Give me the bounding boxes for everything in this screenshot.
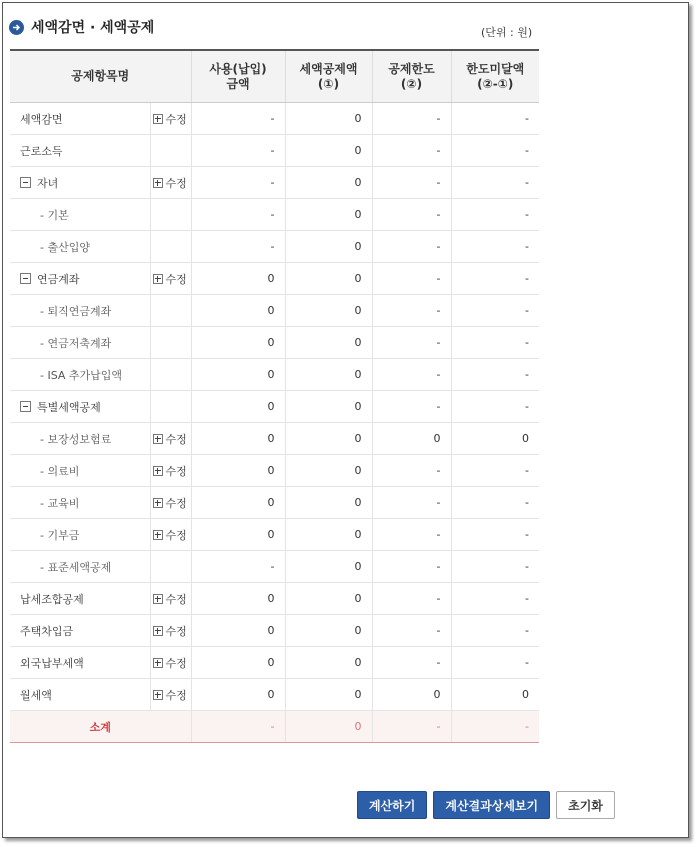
value-cell: 0 xyxy=(372,423,451,455)
edit-cell xyxy=(150,263,191,295)
value-cell: - xyxy=(451,231,539,263)
edit-label: 수정 xyxy=(165,496,187,510)
row-label xyxy=(10,135,150,167)
value-cell: - xyxy=(451,647,539,679)
value-cell: - xyxy=(451,615,539,647)
arrow-right-circle-icon xyxy=(9,20,24,35)
row-label xyxy=(10,455,150,487)
row-label-text: - 기부금 xyxy=(40,528,80,542)
plus-box-icon xyxy=(153,178,163,188)
value-cell: 0 xyxy=(285,263,372,295)
value-cell: 0 xyxy=(191,359,285,391)
value-cell: 0 xyxy=(285,359,372,391)
value-cell: - xyxy=(451,551,539,583)
row-label xyxy=(10,551,150,583)
edit-cell xyxy=(150,679,191,711)
subtotal-label: 소계 xyxy=(10,711,191,743)
row-label xyxy=(10,615,150,647)
edit-cell xyxy=(150,551,191,583)
value-cell: - xyxy=(372,583,451,615)
page-title: 세액감면 · 세액공제 xyxy=(31,20,155,36)
plus-box-icon xyxy=(153,114,163,124)
row-label-text: 특별세액공제 xyxy=(37,400,101,414)
edit-label: 수정 xyxy=(165,464,187,478)
value-cell: 0 xyxy=(191,455,285,487)
row-label-text: - 퇴직연금계좌 xyxy=(40,304,112,318)
edit-cell xyxy=(150,295,191,327)
value-cell: 0 xyxy=(285,647,372,679)
row-label xyxy=(10,199,150,231)
value-cell: 0 xyxy=(191,615,285,647)
edit-label: 수정 xyxy=(165,112,187,126)
value-cell: - xyxy=(372,455,451,487)
value-cell: 0 xyxy=(285,295,372,327)
row-label-text: 납세조합공제 xyxy=(20,592,84,606)
reset-button[interactable]: 초기화 xyxy=(556,791,615,819)
table-row xyxy=(10,103,539,135)
edit-cell xyxy=(150,391,191,423)
collapse-icon[interactable] xyxy=(20,401,31,412)
edit-button[interactable] xyxy=(153,687,187,703)
edit-cell xyxy=(150,359,191,391)
value-cell: - xyxy=(372,359,451,391)
value-cell: 0 xyxy=(285,391,372,423)
value-cell: - xyxy=(372,327,451,359)
value-cell: - xyxy=(372,487,451,519)
value-cell: - xyxy=(451,359,539,391)
value-cell: - xyxy=(191,231,285,263)
row-label-text: 연금계좌 xyxy=(37,272,80,286)
plus-box-icon xyxy=(153,274,163,284)
plus-box-icon xyxy=(153,690,163,700)
row-label xyxy=(10,359,150,391)
value-cell: 0 xyxy=(285,487,372,519)
value-cell: - xyxy=(451,487,539,519)
value-cell: 0 xyxy=(285,135,372,167)
plus-box-icon xyxy=(153,434,163,444)
edit-label: 수정 xyxy=(165,656,187,670)
value-cell: 0 xyxy=(285,167,372,199)
value-cell: 0 xyxy=(451,423,539,455)
edit-cell xyxy=(150,647,191,679)
value-cell: - xyxy=(451,391,539,423)
row-label-text: 월세액 xyxy=(20,688,52,702)
value-cell: - xyxy=(451,519,539,551)
edit-cell xyxy=(150,615,191,647)
value-cell: 0 xyxy=(285,199,372,231)
row-label-text: - 의료비 xyxy=(40,464,80,478)
row-label xyxy=(10,583,150,615)
value-cell: 0 xyxy=(191,327,285,359)
header-credit-limit: 공제한도 (②) xyxy=(372,50,451,103)
value-cell: - xyxy=(372,231,451,263)
row-label xyxy=(10,487,150,519)
edit-cell xyxy=(150,103,191,135)
row-label xyxy=(10,263,150,295)
subtotal-value: 0 xyxy=(285,711,372,743)
collapse-icon[interactable] xyxy=(20,177,31,188)
value-cell: - xyxy=(372,551,451,583)
edit-cell xyxy=(150,167,191,199)
table-row xyxy=(10,583,539,615)
value-cell: 0 xyxy=(191,647,285,679)
row-label xyxy=(10,327,150,359)
edit-button[interactable] xyxy=(153,431,187,447)
table-row xyxy=(10,551,539,583)
table-row xyxy=(10,359,539,391)
edit-label: 수정 xyxy=(165,176,187,190)
row-label xyxy=(10,647,150,679)
table-row xyxy=(10,423,539,455)
table-row xyxy=(10,263,539,295)
value-cell: 0 xyxy=(285,327,372,359)
edit-cell xyxy=(150,135,191,167)
value-cell: 0 xyxy=(285,615,372,647)
row-label-text: - ISA 추가납입액 xyxy=(40,368,123,382)
value-cell: - xyxy=(451,583,539,615)
value-cell: 0 xyxy=(191,423,285,455)
edit-cell xyxy=(150,327,191,359)
subtotal-value: - xyxy=(372,711,451,743)
value-cell: - xyxy=(451,167,539,199)
edit-label: 수정 xyxy=(165,592,187,606)
edit-cell xyxy=(150,455,191,487)
value-cell: - xyxy=(191,103,285,135)
calculate-button[interactable]: 계산하기 xyxy=(357,791,427,819)
row-label-text: 자녀 xyxy=(37,176,59,190)
value-cell: - xyxy=(191,167,285,199)
row-label-text: - 연금저축계좌 xyxy=(40,336,112,350)
row-label xyxy=(10,391,150,423)
value-cell: - xyxy=(372,295,451,327)
value-cell: - xyxy=(451,455,539,487)
value-cell: - xyxy=(451,135,539,167)
edit-button[interactable] xyxy=(153,463,187,479)
edit-cell xyxy=(150,199,191,231)
value-cell: 0 xyxy=(285,551,372,583)
edit-button[interactable] xyxy=(153,655,187,671)
row-label xyxy=(10,519,150,551)
row-label xyxy=(10,103,150,135)
value-cell: - xyxy=(372,519,451,551)
row-label xyxy=(10,679,150,711)
edit-label: 수정 xyxy=(165,528,187,542)
table-row xyxy=(10,135,539,167)
value-cell: 0 xyxy=(191,583,285,615)
edit-label: 수정 xyxy=(165,432,187,446)
value-cell: - xyxy=(372,263,451,295)
table-row xyxy=(10,167,539,199)
tax-credit-table xyxy=(10,49,539,743)
table-row xyxy=(10,455,539,487)
value-cell: 0 xyxy=(191,295,285,327)
section-header xyxy=(9,17,154,37)
table-row xyxy=(10,295,539,327)
value-cell: - xyxy=(372,647,451,679)
value-cell: - xyxy=(191,199,285,231)
value-cell: 0 xyxy=(285,455,372,487)
value-cell: - xyxy=(191,135,285,167)
value-cell: - xyxy=(372,135,451,167)
row-label-text: - 기본 xyxy=(40,208,69,222)
edit-label: 수정 xyxy=(165,624,187,638)
edit-button[interactable] xyxy=(153,527,187,543)
value-cell: - xyxy=(191,551,285,583)
row-label xyxy=(10,231,150,263)
action-buttons xyxy=(357,791,615,819)
collapse-icon[interactable] xyxy=(20,273,31,284)
value-cell: 0 xyxy=(285,231,372,263)
table-row xyxy=(10,391,539,423)
edit-button[interactable] xyxy=(153,591,187,607)
table-row xyxy=(10,615,539,647)
value-cell: 0 xyxy=(191,679,285,711)
value-cell: 0 xyxy=(285,519,372,551)
header-credit-amount: 세액공제액 (①) xyxy=(285,50,372,103)
value-cell: 0 xyxy=(191,487,285,519)
value-cell: - xyxy=(372,103,451,135)
table-row xyxy=(10,647,539,679)
table-row xyxy=(10,199,539,231)
row-label-text: 세액감면 xyxy=(20,112,63,126)
edit-cell xyxy=(150,519,191,551)
edit-cell xyxy=(150,487,191,519)
edit-button[interactable] xyxy=(153,495,187,511)
value-cell: - xyxy=(372,167,451,199)
unit-label: (단위 : 원) xyxy=(481,26,533,39)
value-cell: - xyxy=(451,199,539,231)
edit-label: 수정 xyxy=(165,272,187,286)
subtotal-row xyxy=(10,711,539,743)
plus-box-icon xyxy=(153,498,163,508)
row-label-text: 외국납부세액 xyxy=(20,656,84,670)
row-label-text: - 보장성보험료 xyxy=(40,432,112,446)
value-cell: - xyxy=(372,615,451,647)
table-row xyxy=(10,519,539,551)
edit-label: 수정 xyxy=(165,688,187,702)
value-cell: - xyxy=(451,327,539,359)
table-row xyxy=(10,487,539,519)
edit-cell xyxy=(150,423,191,455)
plus-box-icon xyxy=(153,530,163,540)
value-cell: - xyxy=(451,295,539,327)
edit-cell xyxy=(150,231,191,263)
edit-cell xyxy=(150,583,191,615)
value-cell: 0 xyxy=(285,423,372,455)
row-label xyxy=(10,167,150,199)
value-cell: - xyxy=(451,263,539,295)
value-cell: - xyxy=(451,103,539,135)
view-details-button[interactable]: 계산결과상세보기 xyxy=(433,791,550,819)
row-label xyxy=(10,423,150,455)
value-cell: 0 xyxy=(191,519,285,551)
header-usage-amount: 사용(납입) 금액 xyxy=(191,50,285,103)
value-cell: 0 xyxy=(191,391,285,423)
edit-button[interactable] xyxy=(153,111,187,127)
row-label-text: - 출산입양 xyxy=(40,240,90,254)
value-cell: 0 xyxy=(191,263,285,295)
header-under-limit: 한도미달액 (②-①) xyxy=(451,50,539,103)
value-cell: 0 xyxy=(285,583,372,615)
value-cell: 0 xyxy=(451,679,539,711)
plus-box-icon xyxy=(153,626,163,636)
row-label xyxy=(10,295,150,327)
edit-button[interactable] xyxy=(153,271,187,287)
table-row xyxy=(10,231,539,263)
table-row xyxy=(10,679,539,711)
row-label-text: 주택차입금 xyxy=(20,624,74,638)
plus-box-icon xyxy=(153,658,163,668)
edit-button[interactable] xyxy=(153,623,187,639)
value-cell: 0 xyxy=(285,679,372,711)
plus-box-icon xyxy=(153,466,163,476)
table-header-row xyxy=(10,50,539,103)
value-cell: 0 xyxy=(372,679,451,711)
value-cell: - xyxy=(372,391,451,423)
header-item-name: 공제항목명 xyxy=(10,50,191,103)
value-cell: 0 xyxy=(285,103,372,135)
row-label-text: - 표준세액공제 xyxy=(40,560,112,574)
edit-button[interactable] xyxy=(153,175,187,191)
subtotal-value: - xyxy=(191,711,285,743)
row-label-text: - 교육비 xyxy=(40,496,80,510)
row-label-text: 근로소득 xyxy=(20,144,63,158)
plus-box-icon xyxy=(153,594,163,604)
subtotal-value: - xyxy=(451,711,539,743)
table-row xyxy=(10,327,539,359)
value-cell: - xyxy=(372,199,451,231)
